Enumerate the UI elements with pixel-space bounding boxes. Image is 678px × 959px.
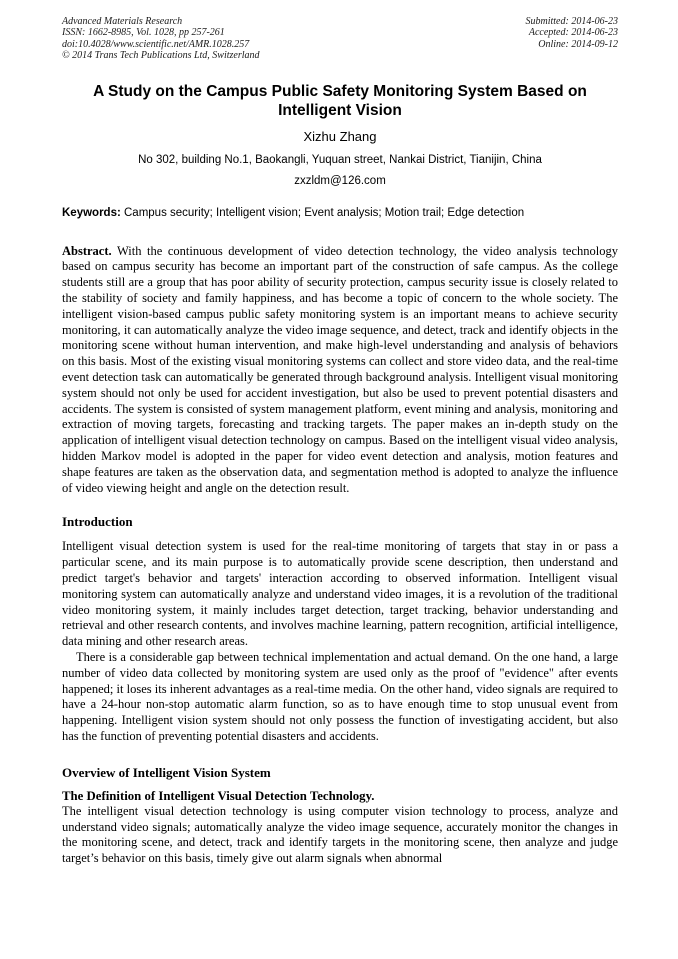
submission-dates (526, 16, 619, 62)
paper-title: A Study on the Campus Public Safety Monitoring System Based on Intelligent Vision (93, 82, 587, 119)
journal-meta (62, 16, 260, 62)
introduction-paragraph-1: Intelligent visual detection system is used for the real-time monitoring of targets that stay in or pass a particular scene, and its main purpose is to automatically provide scene description, then understand and predict target's behavior and targets' interaction according to observed information. Intelligent visual monitoring system can automatically analyze and understand video images, it is a revolution of the traditional video monitoring system, it mainly includes target detection, target tracking, behavior understanding and retrieval and other research contents, and involves machine learning, pattern recognition, artificial intelligence, data mining and other research areas. (62, 539, 618, 649)
keywords-line (62, 206, 618, 220)
online-date: Online: 2014-09-12 (538, 38, 618, 50)
submitted-date: Submitted: 2014-06-23 (525, 16, 618, 27)
journal-name: Advanced Materials Research (62, 16, 183, 27)
author-email: zxzldm@126.com (294, 174, 386, 187)
section-heading-overview: Overview of Intelligent Vision System (62, 764, 271, 780)
accepted-date: Accepted: 2014-06-23 (528, 27, 618, 39)
section-heading-introduction: Introduction (62, 514, 133, 530)
subsection-heading-definition: The Definition of Intelligent Visual Detection Technology. (62, 788, 375, 803)
author-name: Xizhu Zhang (303, 128, 377, 144)
journal-header (62, 16, 618, 62)
abstract-label: Abstract. (62, 243, 112, 258)
keywords-text: Campus security; Intelligent vision; Event analysis; Motion trail; Edge detection (124, 206, 525, 219)
journal-issn-volume: ISSN: 1662-8985, Vol. 1028, pp 257-261 (62, 27, 225, 39)
abstract-text: With the continuous development of video detection technology, the video analysis technology based on campus security has become an important part of the construction of safe campus. As the college students still are a group that has poor ability of security protection, campus security issue is closely related to the stability of society and family happiness, and has become a topic of concern to the whole society. The intelligent vision-based campus public safety monitoring system is an important means to achieve security monitoring, it can automatically analyze the video image sequence, and detect, track and identify objects in the monitoring scene without human intervention, and make high-level understanding and analysis of behaviors on this basis. Most of the existing visual monitoring systems can collect and store video data, and the real-time event detection task can automatically be generated through background analysis. Intelligent visual monitoring system should not only be used for accident investigation, but also be used to prevent potential disasters and accidents. The system is consisted of system management platform, event mining and analysis, monitoring and extraction of moving targets, forecasting and tracking targets. The paper makes an in-depth study on the application of intelligent visual detection technology on campus. Based on the intelligent visual video analysis, hidden Markov model is adopted in the paper for video event detection and analysis, motion features and shape features are taken as the observation data, and segmentation method is adopted to analyze the influence of video viewing height and angle on the detection result. (62, 243, 618, 495)
author-affiliation: No 302, building No.1, Baokangli, Yuquan street, Nankai District, Tianijin, China (138, 153, 542, 166)
journal-copyright: © 2014 Trans Tech Publications Ltd, Switzerland (62, 50, 260, 62)
keywords-label: Keywords: (62, 206, 121, 219)
journal-doi: doi:10.4028/www.scientific.net/AMR.1028.257 (62, 38, 250, 50)
introduction-paragraph-2: There is a considerable gap between technical implementation and actual demand. On the one hand, a large number of video data collected by monitoring system are used only as the proof of "evidence" after events happened; it loses its inherent advantages as a real-time media. On the other hand, video signals are required to have a 24-hour non-stop automatic alarm function, so as to have enough time to stop unusual event from happening. Intelligent vision system should not only possess the function of investigating accident, but also has the function of preventing potential disasters and accidents. (62, 649, 618, 743)
definition-paragraph: The intelligent visual detection technology is using computer vision technology to process, analyze and understand video signals; automatically analyze the video image sequence, accurately monitor the changes in the monitoring scene, and detect, track and identify targets in the monitoring scene, then analyze and judge target’s behavior on this basis, timely give out alarm signals when abnormal (62, 803, 618, 866)
abstract-paragraph (62, 244, 618, 497)
